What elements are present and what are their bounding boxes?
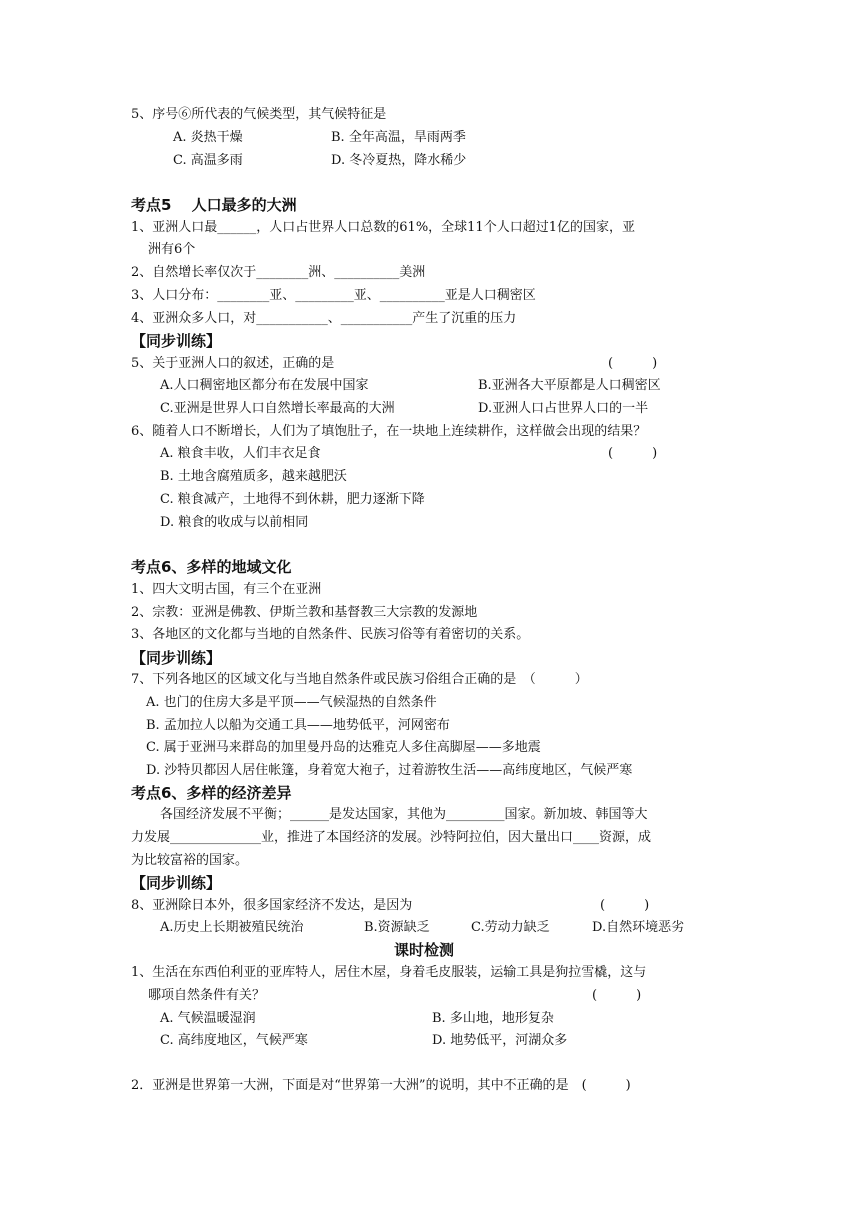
option-b: B. 土地含腐殖质多，越来越肥沃 [160, 469, 347, 484]
answer-paren: ( ) [600, 898, 650, 913]
question-stem: 7、下列各地区的区域文化与当地自然条件或民族习俗组合正确的是 （ ） [131, 672, 588, 687]
option-d: D. 地势低平，河湖众多 [432, 1033, 568, 1048]
option-b: B. 全年高温，旱雨两季 [331, 130, 466, 145]
option-a: A.历史上长期被殖民统治 [160, 920, 304, 935]
paragraph-line: 力发展______________业，推进了本国经济的发展。沙特阿拉伯，因大量出口____资源，成 [131, 830, 652, 845]
answer-paren: ( ) [608, 356, 658, 371]
option-a: A. 炎热干燥 [173, 130, 243, 145]
option-b: B.亚洲各大平原都是人口稠密区 [478, 378, 661, 393]
option-d: D.自然环境恶劣 [592, 920, 685, 935]
option-b: B. 孟加拉人以船为交通工具——地势低平，河网密布 [146, 718, 450, 733]
note-line: 3、各地区的文化都与当地的自然条件、民族习俗等有着密切的关系。 [131, 627, 530, 642]
option-c: C.劳动力缺乏 [471, 920, 550, 935]
note-line: 1、四大文明古国，有三个在亚洲 [131, 582, 322, 597]
option-a: A. 也门的住房大多是平顶——气候湿热的自然条件 [146, 695, 437, 710]
practice-heading: 【同步训练】 [131, 332, 222, 350]
practice-heading: 【同步训练】 [131, 874, 222, 892]
option-d: D. 冬冷夏热，降水稀少 [331, 153, 467, 168]
option-c: C.亚洲是世界人口自然增长率最高的大洲 [160, 401, 395, 416]
option-a: A.人口稠密地区都分布在发展中国家 [160, 378, 369, 393]
option-c: C. 高纬度地区，气候严寒 [160, 1033, 308, 1048]
section-heading: 考点5 人口最多的大洲 [131, 196, 297, 214]
paragraph-line: 各国经济发展不平衡；______是发达国家，其他为_________国家。新加坡、韩国等大 [160, 807, 648, 822]
note-line: 2、宗教：亚洲是佛教、伊斯兰教和基督教三大宗教的发源地 [131, 605, 478, 620]
question-stem: 2．亚洲是世界第一大洲，下面是对“世界第一大洲”的说明，其中不正确的是 ( ) [131, 1078, 631, 1093]
option-d: D. 粮食的收成与以前相同 [160, 515, 309, 530]
answer-paren: ( ) [592, 988, 642, 1003]
question-stem: 6、随着人口不断增长，人们为了填饱肚子，在一块地上连续耕作，这样做会出现的结果？ [131, 424, 647, 439]
section-heading: 考点6、多样的经济差异 [131, 784, 292, 802]
option-a: A. 粮食丰收，人们丰衣足食 [160, 446, 321, 461]
option-b: B. 多山地，地形复杂 [432, 1011, 554, 1026]
option-c: C. 高温多雨 [173, 153, 243, 168]
option-c: C. 属于亚洲马来群岛的加里曼丹岛的达雅克人多住高脚屋——多地震 [146, 740, 541, 755]
answer-paren: ( ) [608, 446, 658, 461]
question-stem: 1、生活在东西伯利亚的亚库特人，居住木屋，身着毛皮服装，运输工具是狗拉雪橇，这与 [131, 965, 647, 980]
section-heading: 考点6、多样的地域文化 [131, 558, 292, 576]
practice-heading: 【同步训练】 [131, 649, 222, 667]
paragraph-line: 为比较富裕的国家。 [131, 853, 249, 868]
question-stem: 8、亚洲除日本外，很多国家经济不发达，是因为 [131, 898, 413, 913]
fill-line: 4、亚洲众多人口，对___________、___________产生了沉重的压力 [131, 311, 517, 326]
test-heading: 课时检测 [394, 941, 455, 959]
question-stem: 5、序号⑥所代表的气候类型，其气候特征是 [131, 107, 387, 122]
option-c: C. 粮食减产，土地得不到休耕，肥力逐渐下降 [160, 492, 425, 507]
fill-line-cont: 洲有6个 [148, 242, 196, 257]
option-d: D.亚洲人口占世界人口的一半 [478, 401, 649, 416]
question-stem: 5、关于亚洲人口的叙述，正确的是 [131, 356, 335, 371]
fill-line: 1、亚洲人口最______，人口占世界人口总数的61%，全球11个人口超过1亿的国家，亚 [131, 220, 635, 235]
option-b: B.资源缺乏 [364, 920, 430, 935]
question-stem-cont: 哪项自然条件有关？ [148, 988, 266, 1003]
option-d: D. 沙特贝都因人居住帐篷，身着宽大袍子，过着游牧生活——高纬度地区，气候严寒 [146, 763, 633, 778]
fill-line: 2、自然增长率仅次于________洲、__________美洲 [131, 265, 426, 280]
option-a: A. 气候温暖湿润 [160, 1011, 256, 1026]
fill-line: 3、人口分布：________亚、_________亚、__________亚是人口稠密区 [131, 288, 536, 303]
